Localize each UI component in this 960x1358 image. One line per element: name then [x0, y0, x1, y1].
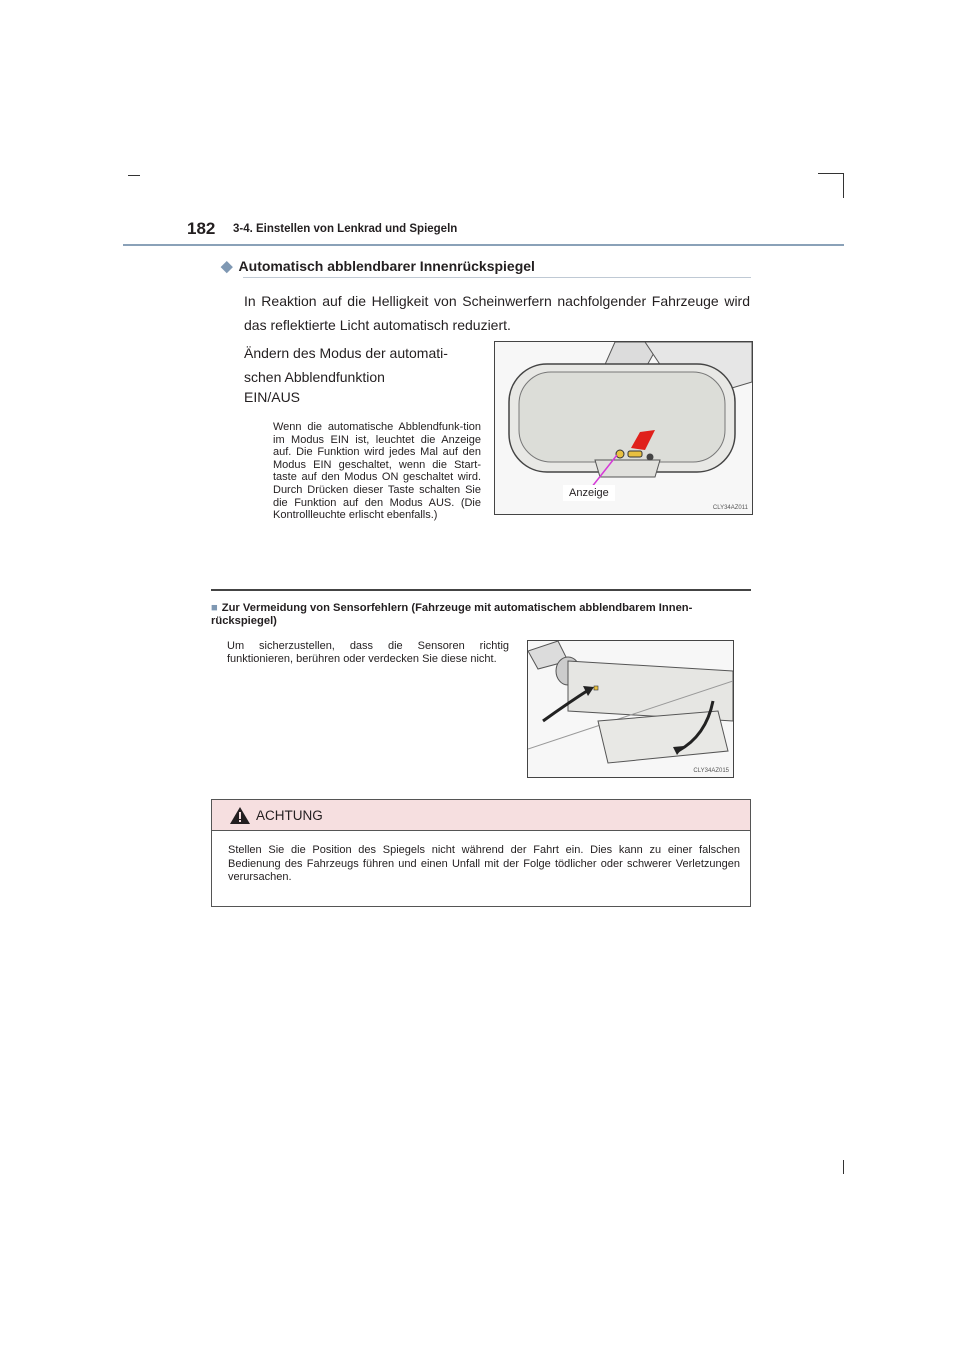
- section-title: [221, 257, 535, 275]
- sensor-drawing: [528, 641, 733, 777]
- warning-text: Stellen Sie die Position des Spiegels nicht während der Fahrt ein. Dies kann zu einer falschen Bedienung des Fahrzeugs führen und einen Unfall mit der Folge tödlicher oder schwerer Verletzungen verursachen.: [228, 844, 740, 883]
- header-divider: [123, 244, 844, 246]
- section-title-text: Automatisch abblendbarer Innenrückspiegel: [238, 258, 535, 274]
- mode-label: Ändern des Modus der automati-schen Abblendfunktion: [244, 345, 448, 385]
- warning-box: [211, 799, 751, 907]
- crop-mark: [128, 175, 140, 176]
- indicator-callout: Anzeige: [563, 485, 615, 501]
- intro-paragraph: In Reaktion auf die Helligkeit von Scheinwerfern nachfolgender Fahrzeuge wird das reflektierte Licht automatisch reduziert.: [244, 293, 750, 333]
- page-number: 182: [187, 219, 216, 238]
- sensor-illustration: [527, 640, 734, 778]
- warning-icon: [230, 807, 250, 825]
- warning-header: [212, 800, 750, 831]
- crop-mark: [843, 173, 844, 198]
- diamond-icon: ◆: [221, 258, 233, 275]
- section-divider: [243, 277, 751, 278]
- mirror-drawing: [495, 342, 752, 514]
- warning-label: ACHTUNG: [256, 808, 323, 823]
- note-title-text: Zur Vermeidung von Sensorfehlern (Fahrzeuge mit automatischem abblendbarem Innen-rückspiegel): [211, 602, 693, 627]
- figure-code: CLY34AZ015: [693, 768, 729, 774]
- note-text: Um sicherzustellen, dass die Sensoren richtig funktionieren, berühren oder verdecken Sie diese nicht.: [227, 640, 509, 665]
- note-title: [211, 602, 751, 628]
- square-bullet-icon: ■: [211, 602, 218, 614]
- note-divider: [211, 589, 751, 591]
- chapter-title: 3-4. Einstellen von Lenkrad und Spiegeln: [233, 223, 458, 235]
- crop-mark: [843, 1160, 844, 1174]
- crop-mark: [818, 173, 844, 174]
- onoff-label: EIN/AUS: [244, 389, 301, 405]
- mode-description: Wenn die automatische Abblendfunk-tion im Modus EIN ist, leuchtet die Anzeige auf. Die Funktion wird jedes Mal auf den Modus EIN geschaltet, wenn die Start-taste auf den Modus ON geschaltet wird. Durch Drücken dieser Taste schalten Sie die Funktion auf den Modus AUS. (Die Kontrollleuchte erlischt ebenfalls.): [273, 421, 481, 522]
- mirror-illustration: [494, 341, 753, 515]
- figure-code: CLY34AZ011: [712, 505, 748, 511]
